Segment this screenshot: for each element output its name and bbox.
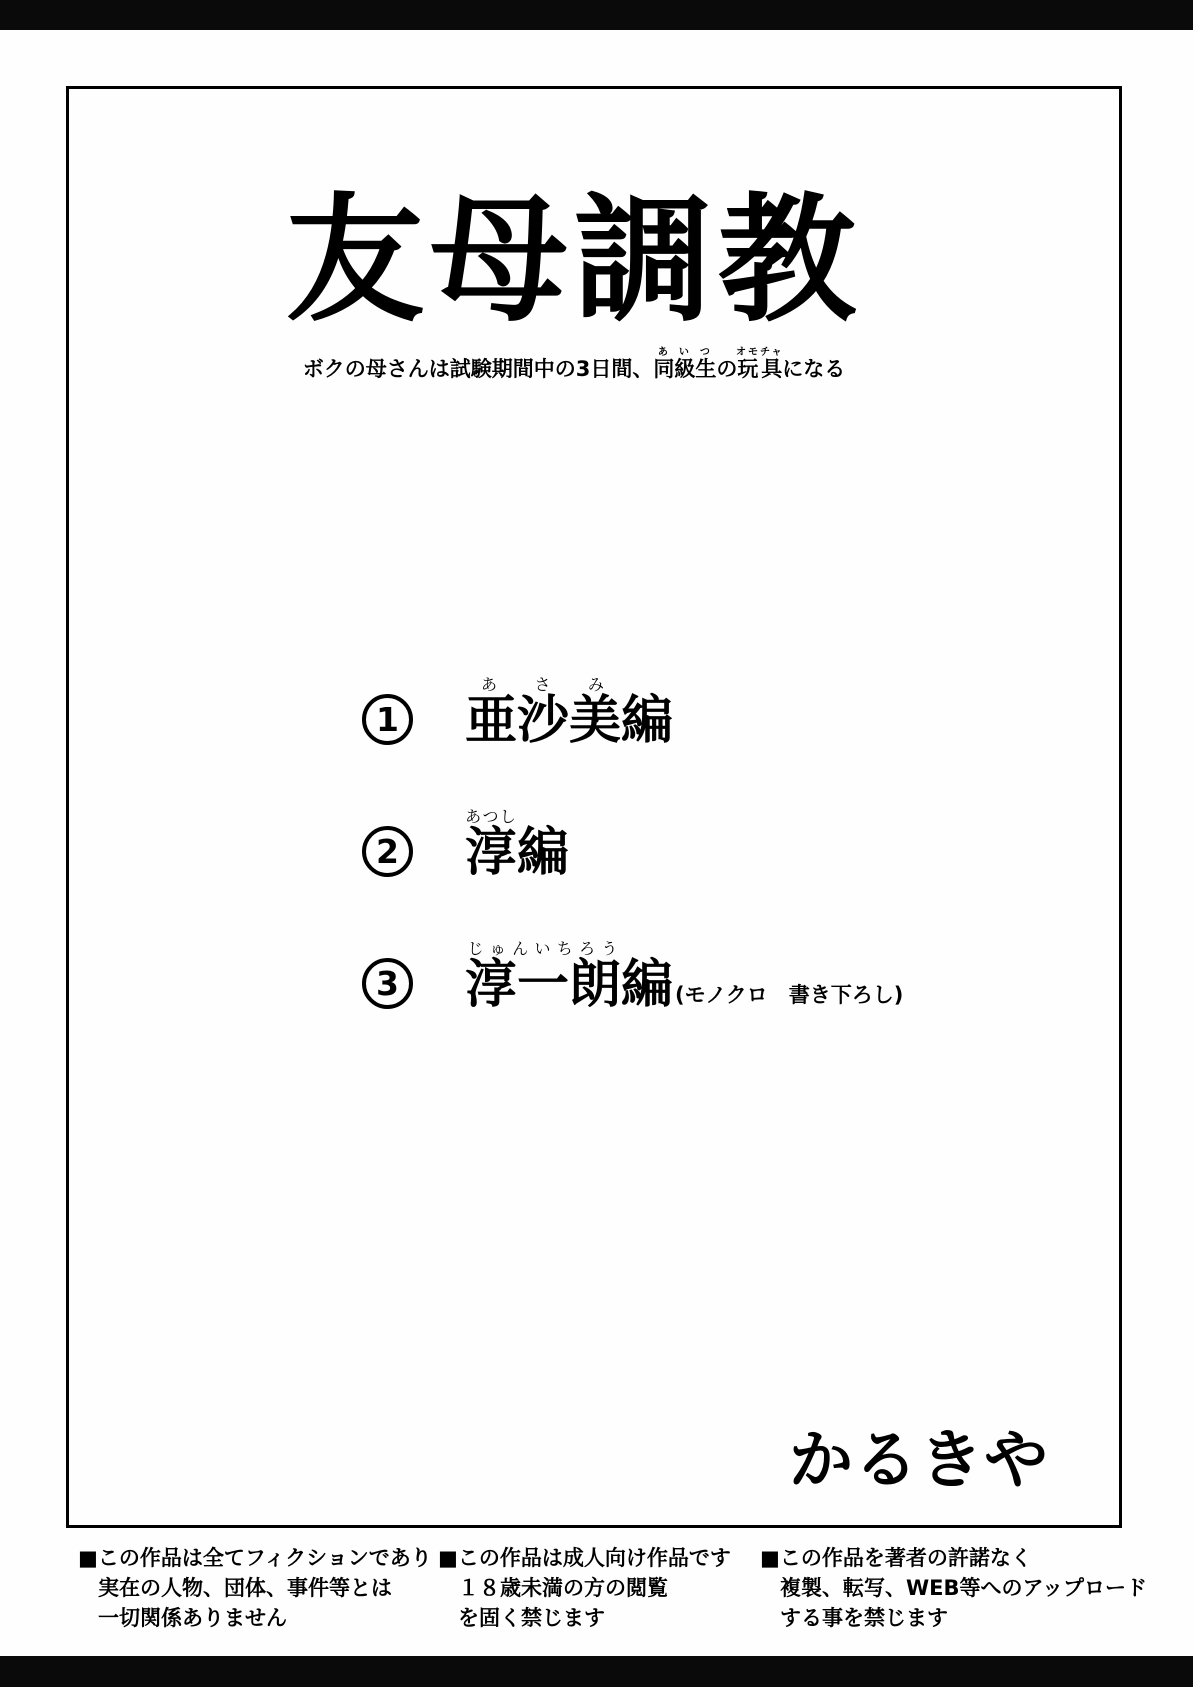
disclaimer-fiction [78,1543,432,1633]
subtitle-ruby-omocha [735,347,784,381]
chapter-title-base: 淳 [465,823,518,884]
disclaimer-line: 一切関係ありません [98,1606,287,1630]
title-logo: 友母調教 [285,180,862,341]
chapter-title-reading: あつし [465,807,517,827]
disclaimer-line: １８歳未満の方の閲覧 [458,1576,668,1600]
chapter-item-2 [362,807,903,884]
chapter-number-badge [362,826,413,877]
chapter-title-ruby [465,807,518,884]
disclaimer-copyright [760,1543,1147,1633]
disclaimer-line: を固く禁じます [458,1606,605,1630]
subtitle-ruby-doukyuusei [653,347,717,381]
disclaimer-line: 実在の人物、団体、事件等とは [98,1576,392,1600]
disclaimer-line: ■この作品を著者の許諾なく [760,1546,1032,1570]
chapter-title-reading: じゅんいちろう [465,939,622,959]
chapter-number: 2 [376,832,399,872]
top-black-bar [0,0,1193,30]
chapter-title [465,807,571,884]
subtitle-ruby-reading: オモチャ [735,347,784,358]
chapter-title-suffix: 編 [621,691,674,751]
chapter-title-suffix: 編 [621,955,674,1016]
chapter-title-base: 淳一朗 [465,955,622,1016]
chapter-number: 1 [376,700,399,740]
subtitle-text-1: ボクの母さんは試験期間中の3日間、 [302,357,654,381]
subtitle-text-2: の [716,357,738,381]
subtitle-text-3: になる [782,357,846,381]
subtitle-ruby-base: 玩具 [735,357,784,381]
disclaimer-adult [438,1543,731,1633]
chapter-title-ruby [465,939,622,1016]
subtitle-line [69,347,1079,383]
content-frame [66,86,1122,1528]
chapter-note: (モノクロ 書き下ろし) [675,983,904,1008]
subtitle-ruby-base: 同級生 [653,357,717,381]
disclaimer-line: ■この作品は成人向け作品です [438,1546,731,1570]
chapter-number: 3 [376,964,399,1004]
chapter-item-1 [362,675,903,749]
chapter-item-3 [362,939,904,1016]
bottom-black-bar [0,1656,1193,1687]
chapter-title-suffix: 編 [517,823,570,884]
disclaimer-line: する事を禁じます [780,1606,948,1630]
disclaimer-line: ■この作品は全てフィクションであり [78,1546,432,1570]
chapter-title [465,675,675,749]
chapter-number-badge [362,694,413,745]
subtitle-ruby-reading: あいつ [653,347,717,358]
chapter-list [362,675,903,1071]
chapter-title-base: 亜沙美 [465,691,622,751]
publisher-logo: かるきや [789,1424,1049,1498]
chapter-title-ruby [465,675,622,751]
chapter-number-badge [362,958,413,1009]
chapter-title-reading: あさみ [465,675,622,694]
disclaimer-line: 複製、転写、WEB等へのアップロード [780,1576,1148,1600]
chapter-title [465,939,904,1016]
